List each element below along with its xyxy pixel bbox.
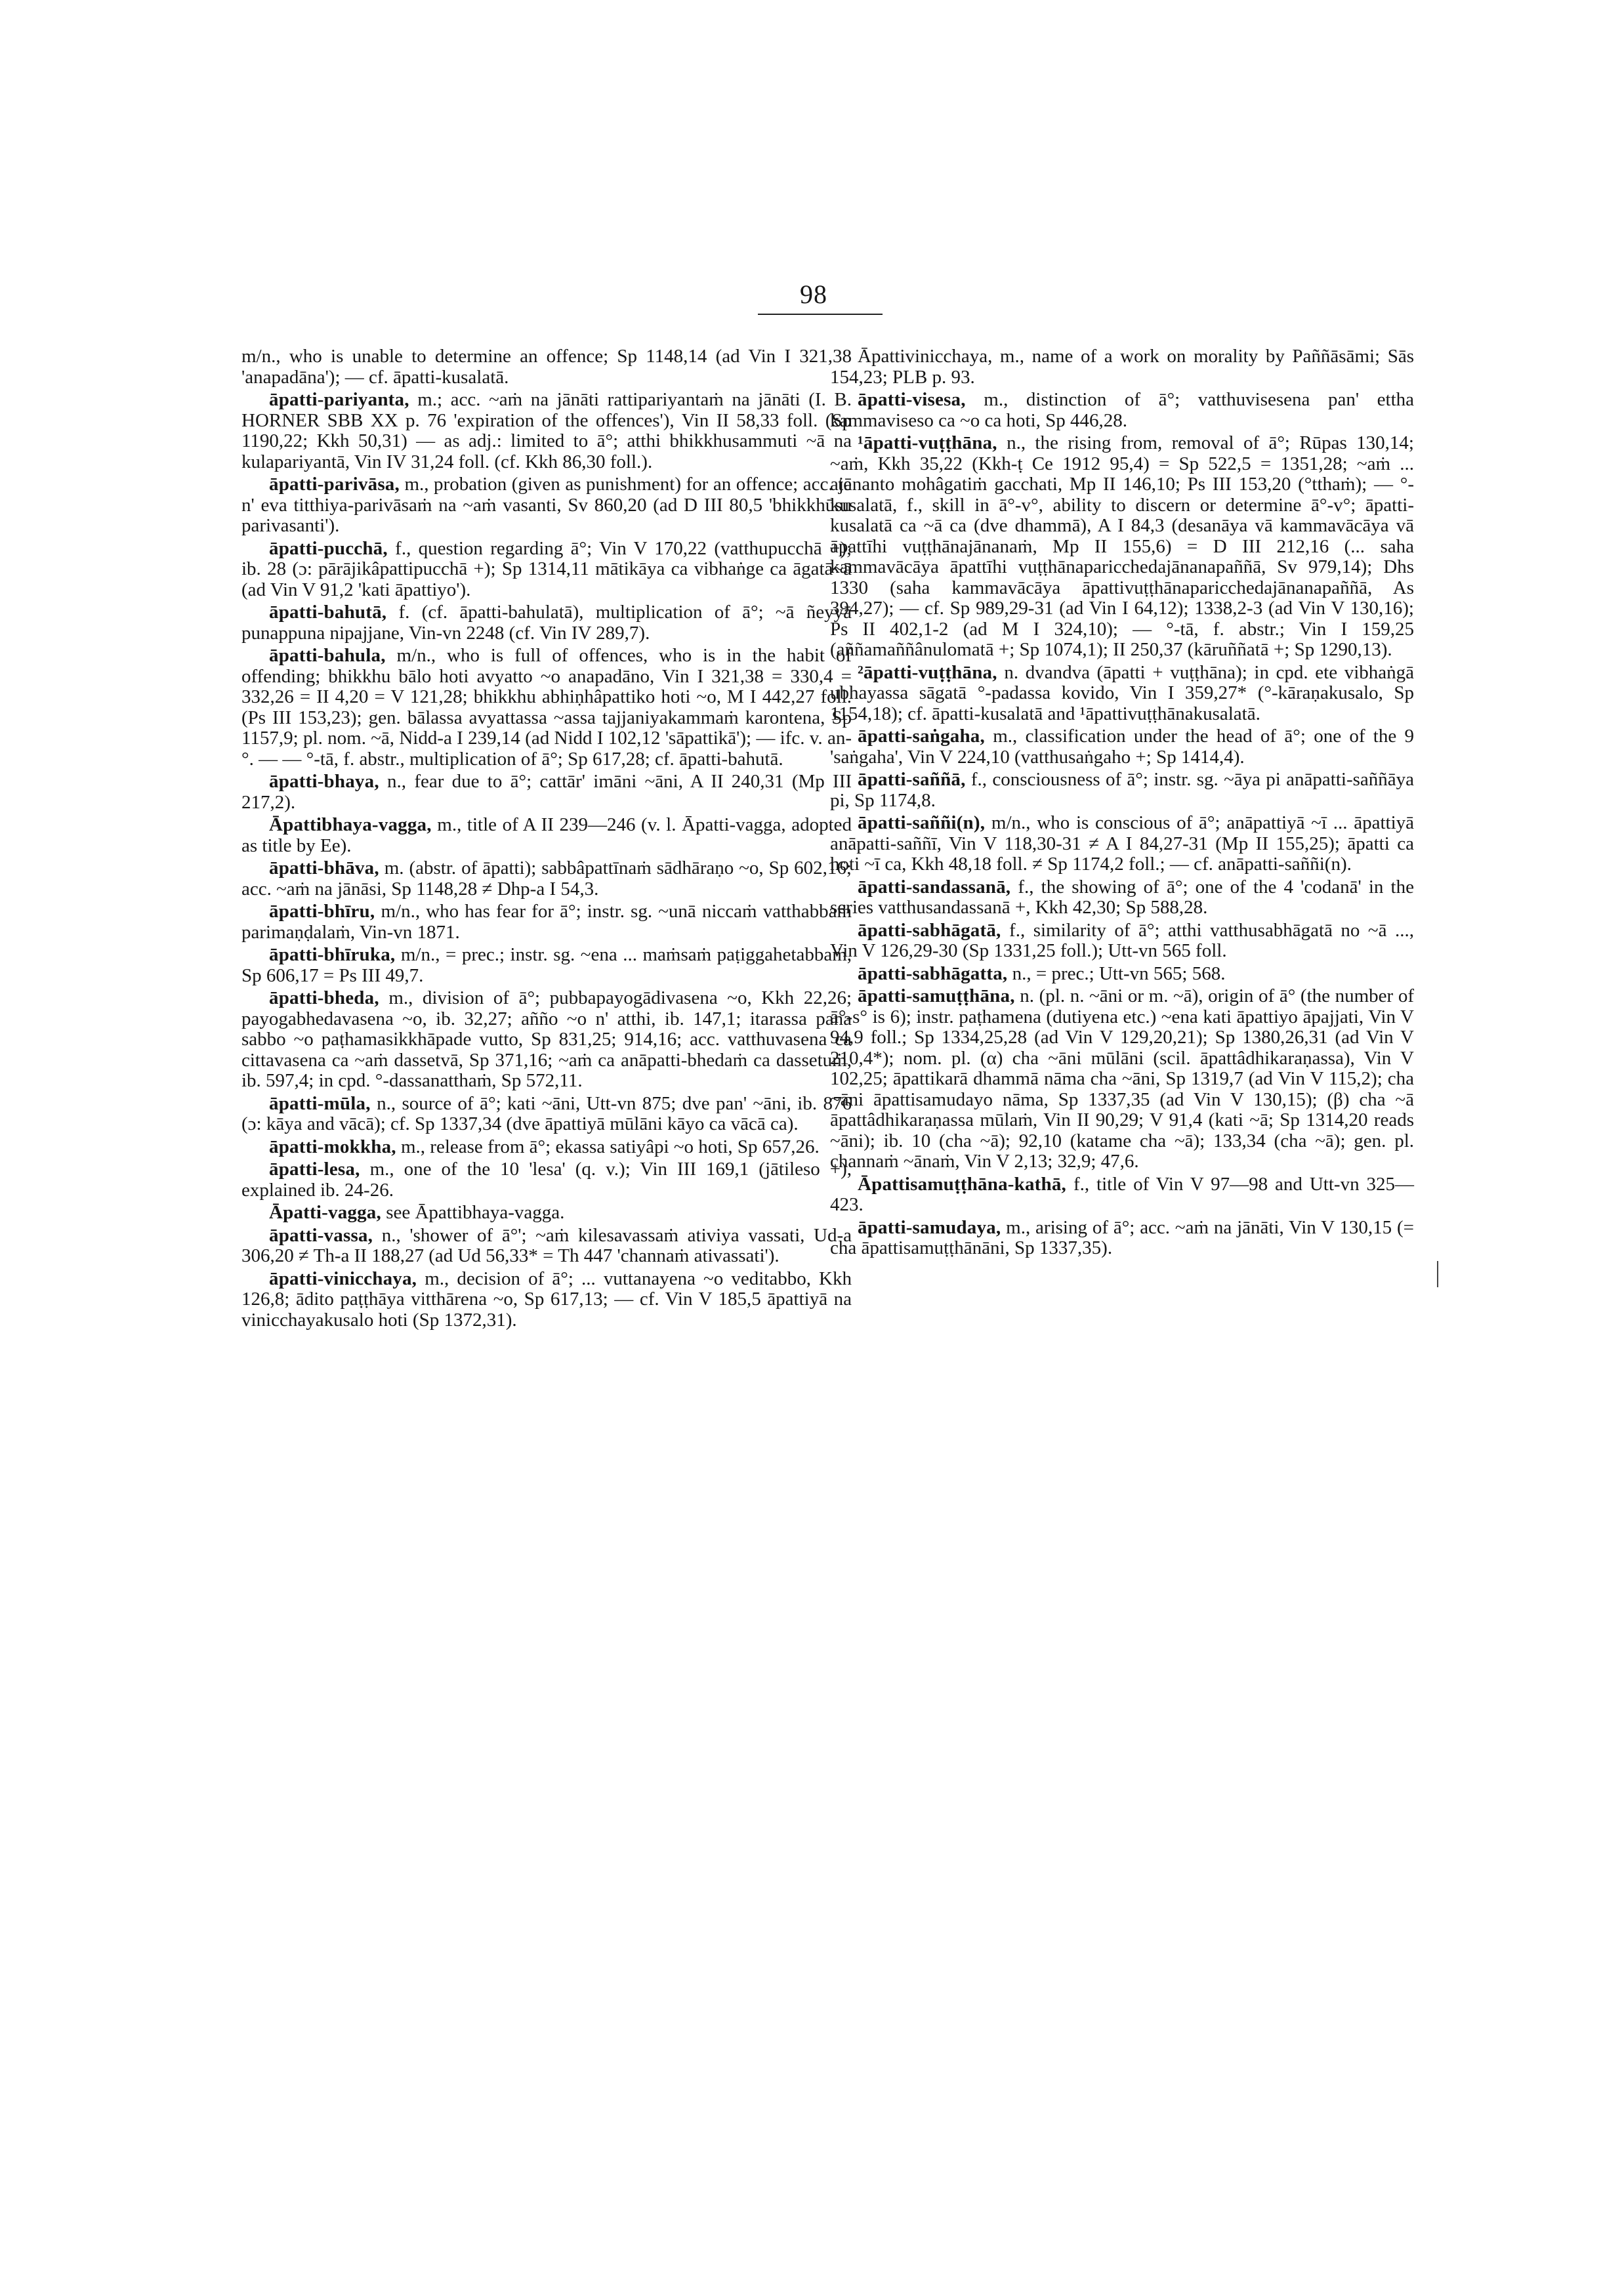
right-column [830,346,1414,1261]
entry-headword: ²āpatti-vuṭṭhāna, [858,661,997,683]
dictionary-entry [830,920,1414,962]
entry-text: m., one of the 10 'lesa' (q. v.); Vin III 169,1 (jātileso +), explained ib. 24-26. [241,1159,852,1201]
entry-headword: āpatti-lesa, [269,1159,360,1180]
entry-text: f., question regarding ā°; Vin V 170,22 (vatthupucchā +); ib. 28 (ɔ: pārājikâpattipucchā +); Sp 1314,11 mātikāya ca vibhaṅge ca āgatā~ā (ad Vin V 91,2 'kati āpattiyo'). [241,537,852,600]
dictionary-entry [241,474,852,537]
entry-headword: āpatti-sabhāgatā, [858,919,1001,941]
left-column [241,346,852,1333]
dictionary-entry [241,772,852,813]
entry-headword: āpatti-sabhāgatta, [858,962,1008,984]
entry-text: m/n., who is full of offences, who is in the habit of offending; bhikkhu bālo hoti avyatto ~o anapadāno, Vin I 321,38 = 330,4 = 332,26 = II 4,20 = V 121,28; bhikkhu abhiṇhâpattiko hoti ~o, M I 442,27 foll. (Ps III 153,23); gen. bālassa avyattassa ~assa tajjaniyakammaṁ karontena, Sp 1157,9; pl. nom. ~ā, Nidd-a I 239,14 (ad Nidd I 102,12 'sāpattikā'); — ifc. v. an-°. — — °-tā, f. abstr., multiplication of ā°; Sp 617,28; cf. āpatti-bahutā. [241,645,852,770]
entry-text: n., fear due to ā°; cattār' imāni ~āni, A II 240,31 (Mp III 217,2). [241,771,852,813]
entry-headword: Āpattisamuṭṭhāna-kathā, [858,1173,1067,1195]
dictionary-entry [241,1226,852,1267]
entry-text: f., similarity of ā°; atthi vatthusabhāgatā no ~ā ..., Vin V 126,29-30 (Sp 1331,25 foll.); Utt-vn 565 foll. [830,919,1415,961]
entry-headword: āpatti-mūla, [269,1092,371,1114]
dictionary-entry [241,945,852,986]
dictionary-entry [830,813,1414,875]
entry-text: m., classification under the head of ā°; one of the 9 'saṅgaha', Vin V 224,10 (vatthusaṅgaho +; Sp 1414,4). [830,726,1415,768]
entry-headword: āpatti-pariyanta, [269,389,409,410]
entry-text: n., = prec.; Utt-vn 565; 568. [1012,962,1226,984]
dictionary-entry [830,433,1414,661]
entry-text: m/n., who is conscious of ā°; anāpattiyā ~ī ... āpattiyā anāpatti-saññī, Vin V 118,30-31 ≠ A I 84,27-31 (Mp II 155,25); āpatti ca hoti ~ī ca, Kkh 48,18 foll. ≠ Sp 1174,2 foll.; — cf. anāpatti-saññi(n). [830,812,1414,875]
dictionary-entry [241,390,852,472]
dictionary-entry [830,986,1414,1172]
dictionary-entry [241,346,852,388]
entry-text: n., source of ā°; kati ~āni, Utt-vn 875; dve pan' ~āni, ib. 876 (ɔ: kāya and vācā); cf. Sp 1337,34 (dve āpattiyā mūlāni kāyo ca vācā ca). [241,1092,852,1134]
dictionary-entry [241,1203,852,1224]
entry-headword: āpatti-samuṭṭhāna, [858,985,1015,1006]
entry-headword: Āpattibhaya-vagga, [269,814,432,835]
dictionary-entry [241,1094,852,1135]
dictionary-entry [830,877,1414,919]
entry-text: f., title of Vin V 97—98 and Utt-vn 325—423. [830,1173,1414,1215]
entry-headword: āpatti-bhīruka, [269,944,396,965]
dictionary-entry [830,390,1414,431]
entry-text: m., decision of ā°; ... vuttanayena ~o veditabbo, Kkh 126,8; ādito paṭṭhāya vitthārena ~o, Sp 617,13; — cf. Vin V 185,5 āpattiyā na vinicchayakusalo hoti (Sp 1372,31). [241,1268,852,1331]
entry-headword: āpatti-vinicchaya, [269,1268,417,1289]
dictionary-entry [241,646,852,770]
dictionary-entry [241,1137,852,1158]
entry-text: n. (pl. n. ~āni or m. ~ā), origin of ā° (the number of ā°-s° is 6); instr. paṭhamena (dutiyena etc.) ~ena kati āpattiyo āpajjati, Vin V 94,9 foll.; Sp 1334,25,28 (ad Vin V 129,20,21); Sp 1380,26,31 (ad Vin V 210,4*); nom. pl. (α) cha ~āni mūlāni (scil. āpattâdhikaraṇassa), Vin V 102,25; āpattikarā dhammā nāma cha ~āni, Sp 1319,7 (ad Vin V 115,2); cha ~āni āpattisamudayo nāma, Sp 1337,35 (ad Vin V 130,15); (β) cha ~ā āpattâdhikaraṇassa mūlaṁ, Vin II 90,29; V 91,4 (kati ~ā; Sp 1314,20 reads ~āni); ib. 10 (cha ~ā); 92,10 (katame cha ~ā); 133,34 (cha ~ā); gen. pl. channaṁ ~ānaṁ, Vin V 2,13; 32,9; 47,6. [830,985,1414,1172]
entry-headword: āpatti-bhāva, [269,858,379,879]
entry-text: f., consciousness of ā°; instr. sg. ~āya pi anāpatti-saññāya pi, Sp 1174,8. [830,769,1415,811]
page-number: 98 [800,279,827,309]
entry-headword: āpatti-pucchā, [269,537,388,559]
entry-headword: āpatti-bhaya, [269,771,379,792]
entry-headword: āpatti-mokkha, [269,1136,396,1157]
dictionary-entry [241,602,852,644]
entry-headword: āpatti-vassa, [269,1224,373,1246]
entry-headword: ¹āpatti-vuṭṭhāna, [858,432,997,453]
entry-headword: āpatti-saññā, [858,769,966,790]
entry-text: m. (abstr. of āpatti); sabbâpattīnaṁ sādhāraṇo ~o, Sp 602,16; acc. ~aṁ na jānāsi, Sp 1148,28 ≠ Dhp-a I 54,3. [241,858,852,899]
dictionary-entry [241,858,852,899]
dictionary-entry [241,1159,852,1201]
entry-text: m., title of A II 239—246 (v. l. Āpatti-vagga, adopted as title by Ee). [241,814,852,856]
entry-text: m., division of ā°; pubbapayogādivasena ~o, Kkh 22,26; payogabhedavasena ~o, ib. 32,27; añño ~o n' atthi, ib. 147,1; itarassa pana sabbo ~o paṭhamasikkhāpade vutto, Sp 831,25; 914,16; acc. vatthuvasena ca cittavasena ca ~aṁ dassetvā, Sp 371,16; ~aṁ ca anāpatti-bhedaṁ ca dassetuṁ, ib. 597,4; in cpd. °-dassanatthaṁ, Sp 572,11. [241,987,852,1091]
dictionary-entry [830,663,1414,725]
entry-headword: āpatti-visesa, [858,389,966,410]
entry-text: m., distinction of ā°; vatthuvisesena pan' ettha kammaviseso ca ~o ca hoti, Sp 446,28. [830,389,1414,431]
dictionary-entry [830,1218,1414,1259]
entry-text: m., release from ā°; ekassa satiyâpi ~o hoti, Sp 657,26. [401,1136,820,1157]
entry-text: n., 'shower of ā°'; ~aṁ kilesavassaṁ ativiya vassati, Ud-a 306,20 ≠ Th-a II 188,27 (ad Ud 56,33* = Th 447 'channaṁ ativassati'). [241,1224,852,1266]
entry-text: m.; acc. ~aṁ na jānāti rattipariyantaṁ na jānāti (I. B. HORNER SBB XX p. 76 'expiration of the offences'), Vin II 58,33 foll. (Sp 1190,22; Kkh 50,31) — as adj.: limited to ā°; atthi bhikkhusammuti ~ā na kulapariyantā, Vin IV 31,24 foll. (cf. Kkh 86,30 foll.). [241,389,852,472]
entry-text: see Āpattibhaya-vagga. [386,1202,565,1223]
entry-text: m., arising of ā°; acc. ~aṁ na jānāti, Vin V 130,15 (= cha āpattisamuṭṭhānāni, Sp 1337,35). [830,1216,1414,1258]
entry-headword: āpatti-sandassanā, [858,876,1011,898]
entry-text: f., the showing of ā°; one of the 4 'codanā' in the series vatthusandassanā +, Kkh 42,30; Sp 588,28. [830,876,1414,918]
dictionary-entry [241,988,852,1092]
margin-mark [1437,1261,1442,1287]
entry-headword: āpatti-bahutā, [269,602,387,623]
entry-headword: āpatti-bhīru, [269,901,375,922]
entry-text: n., the rising from, removal of ā°; Rūpas 130,14; ~aṁ, Kkh 35,22 (Kkh-ṭ Ce 1912 95,4) = Sp 522,5 = 1351,28; ~aṁ ... ajānanto mohâgatiṁ gacchati, Mp II 146,10; Ps III 153,20 (°tthaṁ); — °-kusalatā, f., skill in ā°-v°, ability to discern or determine ā°-v°; āpatti-kusalatā ca ~ā ca (dve dhammā), A I 84,3 (desanāya vā kammavācāya vā āpattīhi vuṭṭhānajānanaṁ, Mp II 155,6) = D III 212,16 (... saha kammavācāya āpattīhi vuṭṭhānaparicchedajānanapaññā, Sv 979,14); Dhs 1330 (saha kammavācāya āpattivuṭṭhānaparicchedajānanapaññā, As 394,27); — cf. Sp 989,29-31 (ad Vin I 64,12); 1338,2-3 (ad Vin V 130,16); Ps II 402,1-2 (ad M I 324,10); — °-tā, f. abstr.; Vin I 159,25 (aññamaññânulomatā +; Sp 1074,1); II 250,37 (kāruññatā +; Sp 1290,13). [830,432,1414,660]
dictionary-entry [830,770,1414,811]
entry-headword: āpatti-bahula, [269,645,386,666]
entry-headword: āpatti-bheda, [269,987,379,1008]
dictionary-entry [241,815,852,856]
entry-text: m/n., who has fear for ā°; instr. sg. ~unā niccaṁ vatthabbaṁ parimaṇḍalaṁ, Vin-vn 1871. [241,901,852,943]
entry-headword: āpatti-parivāsa, [269,474,400,495]
dictionary-entry [830,1174,1414,1216]
dictionary-entry [830,964,1414,985]
entry-text: n. dvandva (āpatti + vuṭṭhāna); in cpd. ete vibhaṅgā ubhayassa sāgatā °-padassa kovido, Vin I 359,27* (°-kāraṇakusalo, Sp 1154,18); cf. āpatti-kusalatā and ¹āpattivuṭṭhānakusalatā. [830,661,1415,724]
entry-headword: Āpatti-vagga, [269,1202,381,1223]
entry-headword: āpatti-saññi(n), [858,812,986,833]
entry-text: m., probation (given as punishment) for an offence; acc. te n' eva titthiya-parivāsaṁ na ~aṁ vasanti, Sv 860,20 (ad D III 80,5 'bhikkhūsu parivasanti'). [241,474,852,536]
header-rule [758,314,883,315]
entry-headword: āpatti-saṅgaha, [858,726,985,747]
dictionary-entry [241,901,852,943]
entry-headword: āpatti-samudaya, [858,1216,1001,1238]
dictionary-entry [241,1269,852,1331]
dictionary-entry [830,346,1414,388]
dictionary-entry [241,539,852,601]
entry-text: m/n., who is unable to determine an offence; Sp 1148,14 (ad Vin I 321,38 'anapadāna'); — cf. āpatti-kusalatā. [241,346,852,388]
entry-text: Āpattivinicchaya, m., name of a work on morality by Paññāsāmi; Sās 154,23; PLB p. 93. [830,346,1414,388]
entry-text: m/n., = prec.; instr. sg. ~ena ... maṁsaṁ paṭiggahetabbaṁ, Sp 606,17 = Ps III 49,7. [241,944,852,986]
dictionary-entry [830,726,1414,768]
entry-text: f. (cf. āpatti-bahulatā), multiplication of ā°; ~ā ñeyyā punappuna nipajjane, Vin-vn 2248 (cf. Vin IV 289,7). [241,602,852,644]
